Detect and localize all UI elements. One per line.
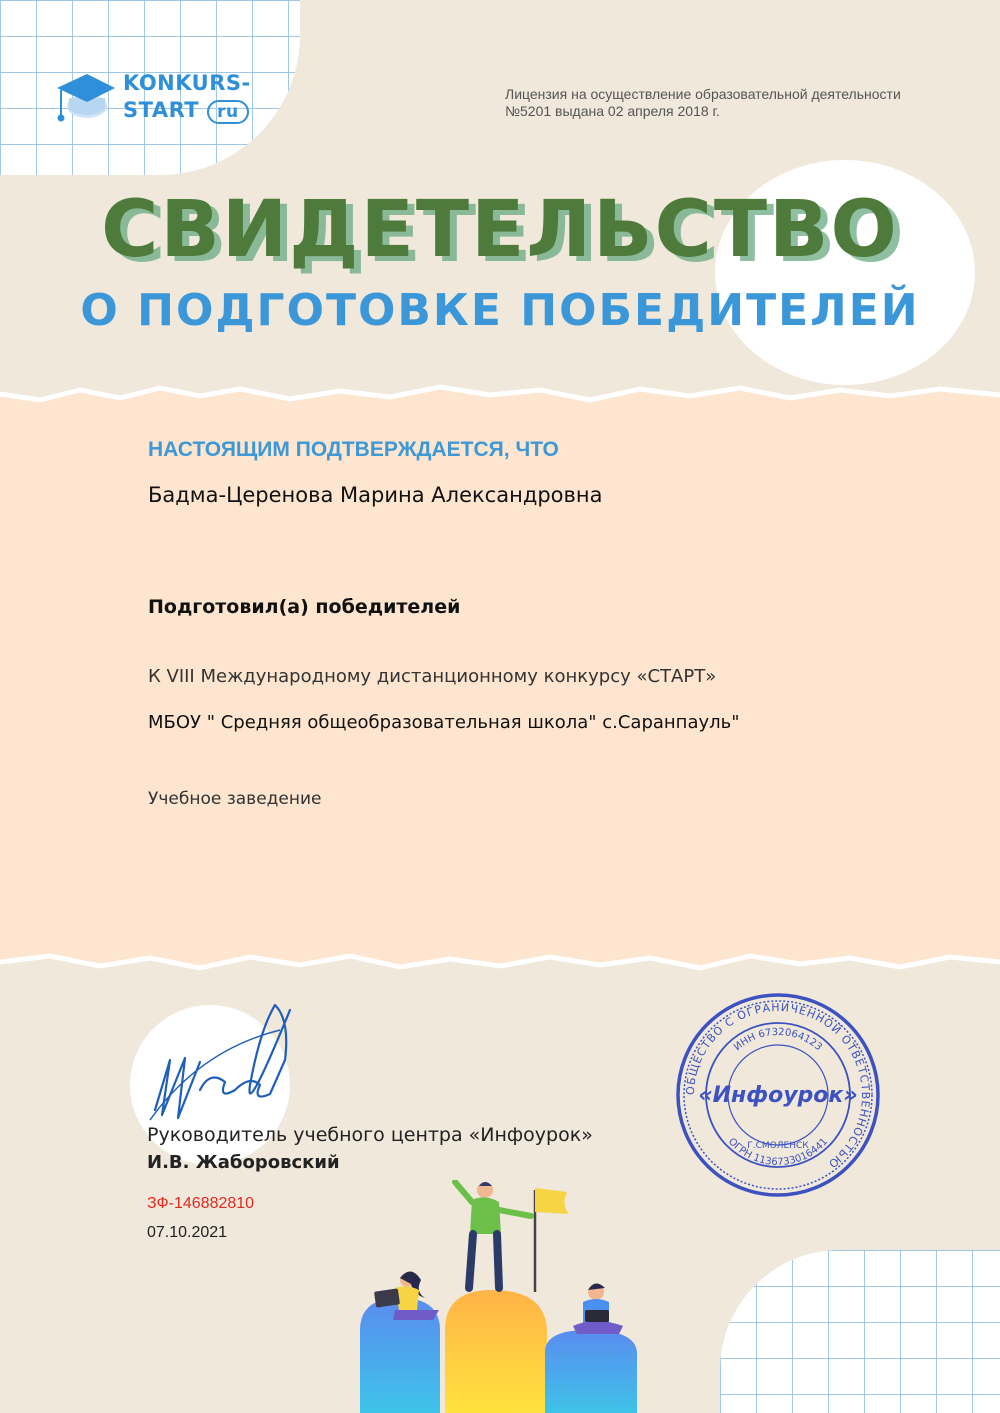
- stamp-city: Г.СМОЛЕНСК: [747, 1141, 809, 1151]
- contest-name: К VIII Международному дистанционному конкурсу «СТАРТ»: [148, 666, 717, 687]
- graduation-cap-icon: [55, 62, 115, 132]
- torn-edge-top: [0, 380, 1000, 410]
- infourok-stamp: [673, 990, 883, 1200]
- certificate-title: СВИДЕТЕЛЬСТВО: [101, 185, 899, 275]
- stamp-center-text: «Инфоурок»: [698, 1083, 858, 1108]
- license-line-2: №5201 выдана 02 апреля 2018 г.: [505, 103, 720, 119]
- certificate-number: ЗФ-146882810: [147, 1195, 255, 1212]
- license-info: [505, 86, 945, 120]
- certificate-subtitle: О ПОДГОТОВКЕ ПОБЕДИТЕЛЕЙ: [80, 285, 920, 336]
- stamp-inn: ИНН 6732064123: [732, 1026, 824, 1054]
- signature-image: [140, 990, 310, 1140]
- prepared-label: Подготовил(а) победителей: [148, 596, 461, 618]
- head-title: Руководитель учебного центра «Инфоурок»: [147, 1124, 593, 1146]
- winners-illustration: [355, 1180, 655, 1413]
- confirm-heading: НАСТОЯЩИМ ПОДТВЕРЖДАЕТСЯ, ЧТО: [148, 438, 559, 461]
- school-name: МБОУ " Средняя общеобразовательная школа" с.Саранпауль": [148, 712, 740, 733]
- logo-ru-badge: ru: [207, 100, 249, 124]
- torn-edge-bottom: [0, 948, 1000, 978]
- license-line-1: Лицензия на осуществление образовательной деятельности: [505, 86, 901, 102]
- logo-line-2: START ru: [123, 97, 251, 124]
- head-name: И.В. Жаборовский: [147, 1152, 340, 1173]
- institution-label: Учебное заведение: [148, 789, 322, 809]
- stamp-ogrn: ОГРН 1136733016441: [725, 1136, 831, 1169]
- logo-line-1: KONKURS-: [123, 71, 251, 95]
- stamp-outer-text: ОБЩЕСТВО С ОГРАНИЧЕННОЙ ОТВЕТСТВЕННОСТЬЮ: [683, 1000, 873, 1171]
- certificate-date: 07.10.2021: [147, 1224, 228, 1241]
- logo-text: [123, 70, 251, 124]
- konkurs-start-logo: [55, 62, 251, 132]
- recipient-name: Бадма-Церенова Марина Александровна: [148, 483, 603, 507]
- grid-decoration-bottom-right: [720, 1250, 1000, 1413]
